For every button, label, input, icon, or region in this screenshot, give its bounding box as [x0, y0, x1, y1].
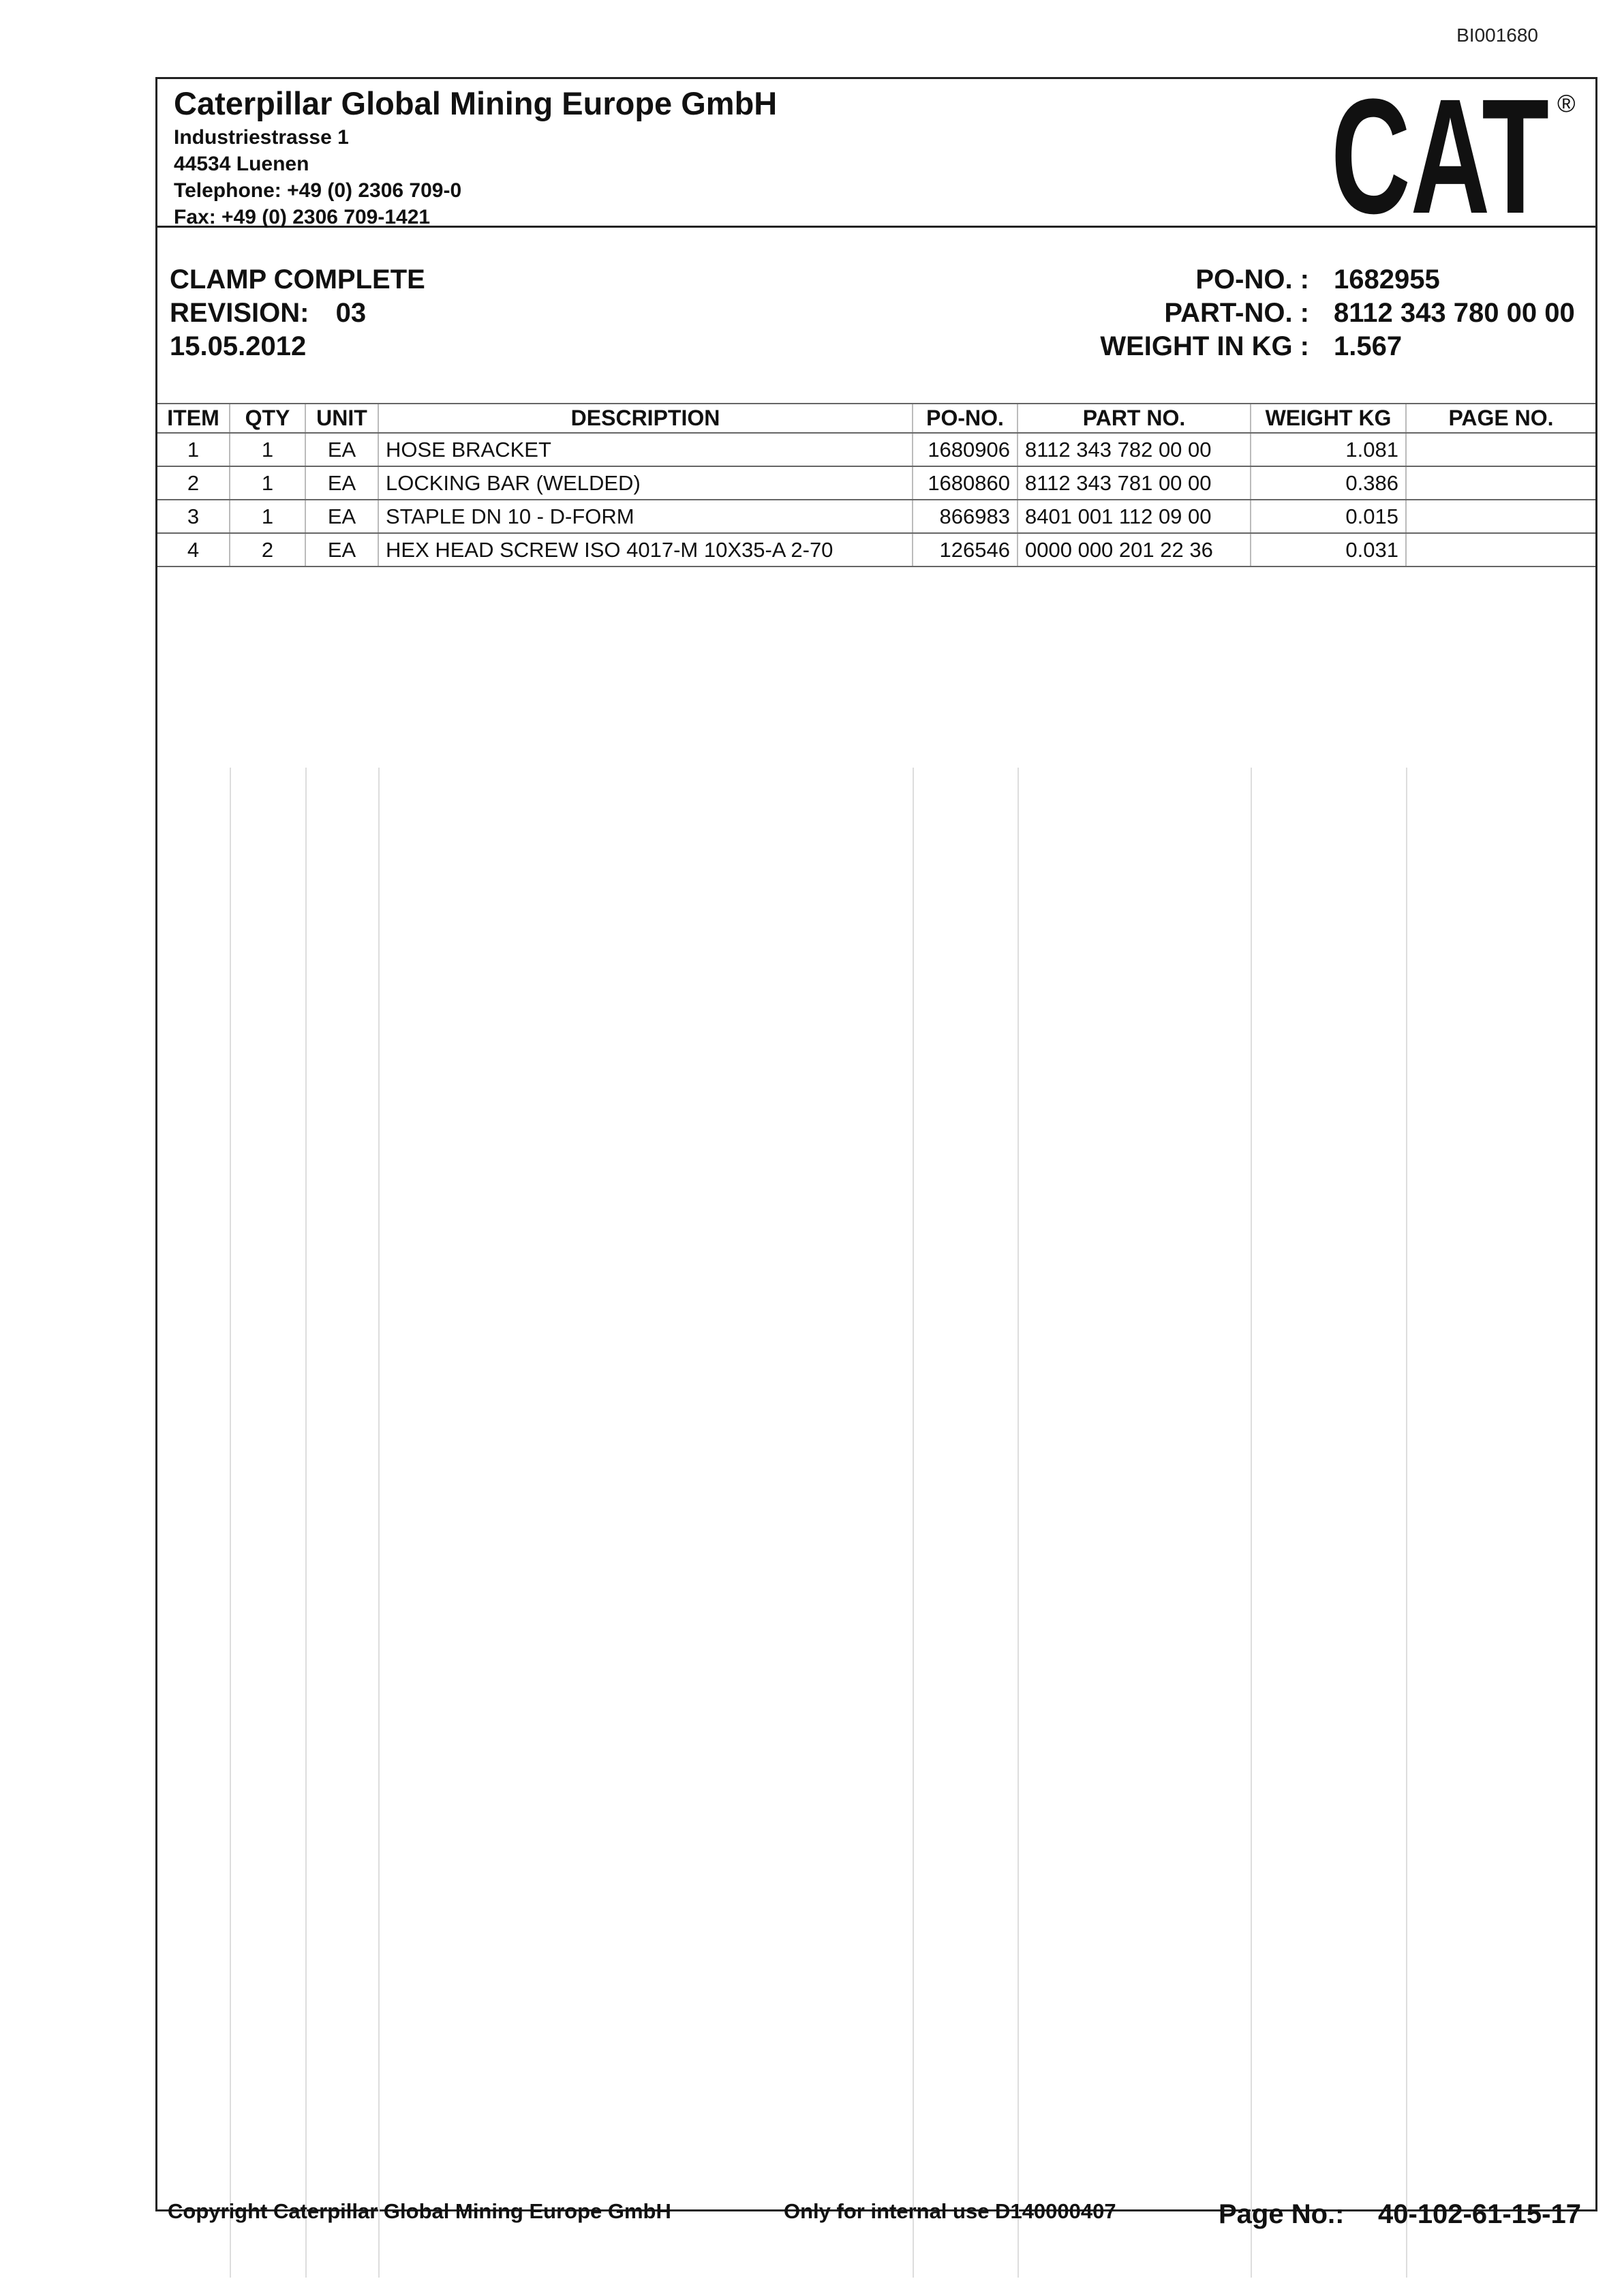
page-footer: [0, 2199, 1622, 2240]
column-divider: [378, 768, 380, 2278]
part-value: 8112 343 780 00 00: [1334, 298, 1575, 328]
footer-internal-use: Only for internal use D140000407: [784, 2199, 1116, 2223]
cell-unit: EA: [305, 466, 378, 500]
cell-part-no: 0000 000 201 22 36: [1017, 533, 1251, 567]
cell-unit: EA: [305, 433, 378, 466]
cell-unit: EA: [305, 500, 378, 533]
weight-value: 1.567: [1334, 331, 1403, 361]
revision-label: REVISION:: [170, 298, 309, 328]
col-header-item: ITEM: [157, 404, 230, 433]
cat-logo: [1326, 85, 1585, 221]
table-row: [157, 466, 1595, 500]
cell-description: LOCKING BAR (WELDED): [378, 466, 913, 500]
cell-weight: 0.031: [1251, 533, 1406, 567]
table-row: [157, 533, 1595, 567]
footer-page-number: 40-102-61-15-17: [1378, 2199, 1581, 2229]
cell-po-no: 126546: [913, 533, 1017, 567]
address-telephone: Telephone: +49 (0) 2306 709-0: [174, 179, 462, 202]
column-divider: [1251, 768, 1252, 2278]
cell-page-no: [1406, 466, 1595, 500]
col-header-weight: WEIGHT KG: [1251, 404, 1406, 433]
table-row: [157, 433, 1595, 466]
company-header: [157, 79, 1595, 228]
parts-table: [157, 403, 1595, 567]
weight-row: [1016, 330, 1586, 363]
cell-page-no: [1406, 500, 1595, 533]
po-row: [1016, 263, 1586, 297]
col-header-page-no: PAGE NO.: [1406, 404, 1595, 433]
cell-item: 2: [157, 466, 230, 500]
column-divider: [913, 768, 914, 2278]
col-header-qty: QTY: [230, 404, 305, 433]
col-header-unit: UNIT: [305, 404, 378, 433]
cell-qty: 1: [230, 433, 305, 466]
part-row: [1016, 297, 1586, 330]
company-name: Caterpillar Global Mining Europe GmbH: [174, 85, 778, 121]
summary-right: [1016, 263, 1586, 363]
weight-label: WEIGHT IN KG :: [1100, 331, 1309, 361]
column-divider: [1017, 768, 1019, 2278]
cell-unit: EA: [305, 533, 378, 567]
table-row: [157, 500, 1595, 533]
cell-po-no: 866983: [913, 500, 1017, 533]
cell-page-no: [1406, 533, 1595, 567]
cell-weight: 0.386: [1251, 466, 1406, 500]
cell-weight: 1.081: [1251, 433, 1406, 466]
document-id: BI001680: [1456, 25, 1538, 46]
cell-part-no: 8112 343 781 00 00: [1017, 466, 1251, 500]
cell-description: HEX HEAD SCREW ISO 4017-M 10X35-A 2-70: [378, 533, 913, 567]
address-street: Industriestrasse 1: [174, 126, 349, 149]
cell-part-no: 8401 001 112 09 00: [1017, 500, 1251, 533]
column-divider: [1406, 768, 1407, 2278]
footer-copyright: Copyright Caterpillar Global Mining Europe GmbH: [168, 2199, 671, 2223]
cell-part-no: 8112 343 782 00 00: [1017, 433, 1251, 466]
cell-item: 4: [157, 533, 230, 567]
registered-mark: ®: [1557, 89, 1576, 117]
cell-page-no: [1406, 433, 1595, 466]
summary-left: [170, 263, 425, 363]
cell-item: 1: [157, 433, 230, 466]
col-header-po-no: PO-NO.: [913, 404, 1017, 433]
company-block: [174, 83, 777, 230]
col-header-part-no: PART NO.: [1017, 404, 1251, 433]
document-frame: [155, 77, 1597, 2211]
cell-item: 3: [157, 500, 230, 533]
revision-value: 03: [335, 298, 367, 328]
column-divider: [230, 768, 231, 2278]
cell-description: HOSE BRACKET: [378, 433, 913, 466]
document-title: CLAMP COMPLETE: [170, 265, 425, 294]
cell-qty: 2: [230, 533, 305, 567]
cell-weight: 0.015: [1251, 500, 1406, 533]
table-header-row: [157, 404, 1595, 433]
col-header-description: DESCRIPTION: [378, 404, 913, 433]
cell-po-no: 1680860: [913, 466, 1017, 500]
po-label: PO-NO. :: [1195, 265, 1309, 294]
address-city: 44534 Luenen: [174, 153, 309, 175]
cell-qty: 1: [230, 500, 305, 533]
column-divider: [305, 768, 307, 2278]
parts-table-area: [157, 403, 1595, 2278]
address-fax: Fax: +49 (0) 2306 709-1421: [174, 206, 431, 228]
cell-qty: 1: [230, 466, 305, 500]
cell-po-no: 1680906: [913, 433, 1017, 466]
document-summary: [157, 263, 1595, 379]
revision-line: [170, 297, 425, 330]
footer-page-label: Page No.:: [1219, 2199, 1345, 2229]
cell-description: STAPLE DN 10 - D-FORM: [378, 500, 913, 533]
cat-logo-text: CAT: [1331, 85, 1549, 221]
document-date: 15.05.2012: [170, 331, 307, 361]
po-value: 1682955: [1334, 265, 1440, 294]
part-label: PART-NO. :: [1164, 298, 1309, 328]
